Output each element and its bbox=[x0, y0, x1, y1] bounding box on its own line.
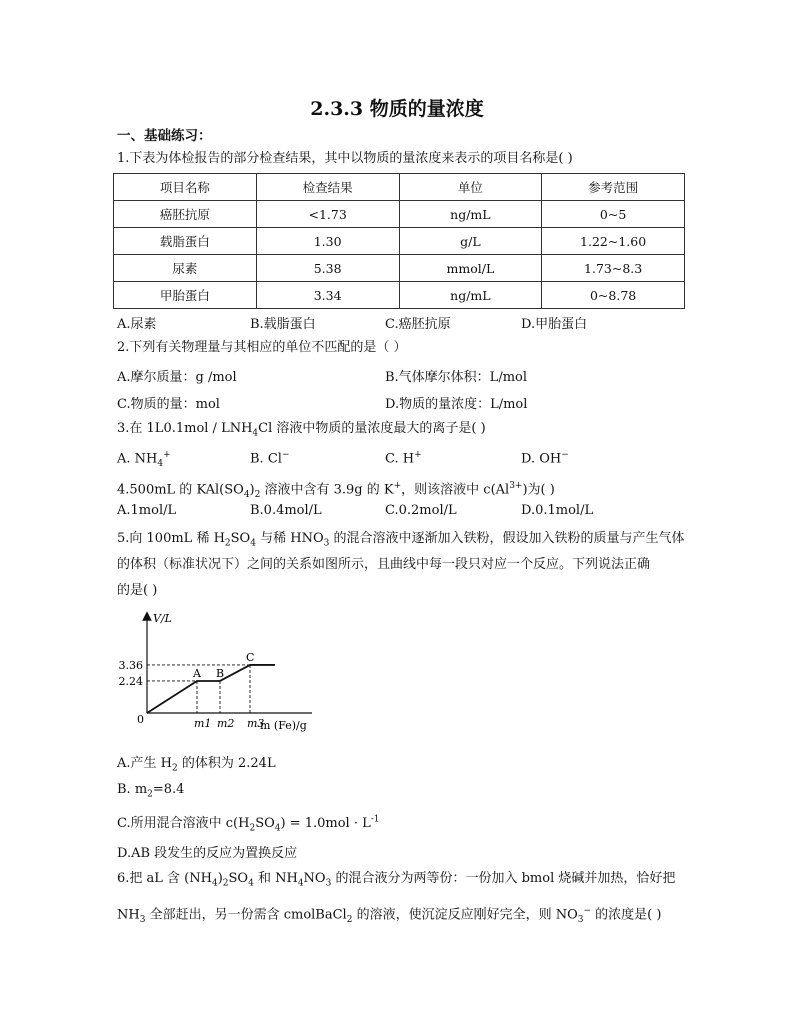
q5-option-c bbox=[117, 812, 380, 834]
q4-text: 4.500mL 的 KAl(SO bbox=[117, 482, 244, 498]
volume-mass-chart bbox=[112, 608, 322, 733]
question-2-stem: 2.下列有关物理量与其相应的单位不匹配的是（ ） bbox=[117, 340, 407, 355]
x-tick-label: m1 bbox=[194, 717, 212, 730]
table-row bbox=[114, 282, 685, 309]
point-label: A bbox=[193, 666, 201, 680]
table-cell: 0~5 bbox=[542, 201, 685, 228]
q5-opt-text: B. m bbox=[117, 782, 148, 797]
q6-text: 和 NH bbox=[253, 871, 298, 886]
table-cell: 0~8.78 bbox=[542, 282, 685, 309]
page-title: 2.3.3 物质的量浓度 bbox=[310, 98, 484, 120]
table-header: 项目名称 bbox=[114, 174, 257, 201]
q3-opt-text: B. Cl bbox=[250, 451, 282, 467]
q5-option-a bbox=[117, 752, 276, 774]
table-cell: 5.38 bbox=[256, 255, 399, 282]
q6-sub: 2 bbox=[222, 878, 229, 889]
q5-option-b bbox=[117, 782, 184, 800]
x-tick-label: m3 bbox=[247, 717, 265, 730]
y-axis-label: V/L bbox=[153, 612, 172, 625]
q6-sub: 4 bbox=[297, 878, 304, 889]
table-cell: 1.22~1.60 bbox=[542, 228, 685, 255]
question-5-line-2: 的体积（标准状况下）之间的关系如图所示，且曲线中每一段只对应一个反应。下列说法正确 bbox=[117, 557, 651, 572]
q4-sup: + bbox=[393, 481, 402, 491]
table-cell: mmol/L bbox=[399, 255, 542, 282]
q5-sub: 4 bbox=[250, 538, 256, 549]
q5-opt-text: =8.4 bbox=[152, 782, 185, 797]
table-header: 检查结果 bbox=[256, 174, 399, 201]
q3-option-a bbox=[117, 450, 171, 469]
q6-text: 的浓度是( ) bbox=[591, 907, 662, 923]
question-5-line-3: 的是( ) bbox=[117, 583, 158, 598]
section-heading: 一、基础练习： bbox=[117, 128, 212, 144]
q6-sub: 3 bbox=[139, 914, 146, 925]
q5-opt-text: ) = 1.0mol · L bbox=[280, 816, 371, 831]
q6-text: 6.把 aL 含 (NH bbox=[117, 871, 212, 886]
q5-opt-text: 的体积为 2.24L bbox=[177, 756, 276, 771]
q5-option-d: D.AB 段发生的反应为置换反应 bbox=[117, 846, 298, 861]
q2-option-b: B.气体摩尔体积：L/mol bbox=[385, 370, 528, 385]
q4-option-d: D.0.1mol/L bbox=[521, 503, 594, 518]
q1-option-a: A.尿素 bbox=[117, 317, 157, 332]
q3-opt-text: C. H bbox=[385, 451, 415, 467]
table-cell: 1.73~8.3 bbox=[542, 255, 685, 282]
q5-sub: 2 bbox=[224, 538, 231, 549]
q6-sub: 4 bbox=[211, 878, 218, 889]
question-1-stem: 1.下表为体检报告的部分检查结果，其中以物质的量浓度来表示的项目名称是( ) bbox=[117, 151, 573, 166]
table-cell: g/L bbox=[399, 228, 542, 255]
table-cell: 3.34 bbox=[256, 282, 399, 309]
q4-text: 溶液中含有 3.9g 的 K bbox=[260, 482, 394, 498]
q3-opt-sup: − bbox=[561, 450, 569, 460]
q4-option-a: A.1mol/L bbox=[117, 503, 177, 518]
origin-label: 0 bbox=[137, 713, 144, 726]
table-cell: 尿素 bbox=[114, 255, 257, 282]
q3-opt-text: A. NH bbox=[117, 451, 158, 467]
table-cell: 癌胚抗原 bbox=[114, 201, 257, 228]
table-row bbox=[114, 228, 685, 255]
q6-sub: 4 bbox=[248, 878, 254, 889]
x-tick-label: m2 bbox=[217, 717, 235, 730]
table-cell: 载脂蛋白 bbox=[114, 228, 257, 255]
q3-opt-sup: − bbox=[281, 450, 290, 460]
q1-option-c: C.癌胚抗原 bbox=[385, 317, 451, 332]
q5-opt-text: C.所用混合溶液中 c bbox=[117, 816, 234, 831]
q4-text: ，则该溶液中 c(Al bbox=[401, 482, 510, 498]
q6-text: SO bbox=[228, 871, 249, 886]
question-6-line-1 bbox=[117, 870, 675, 893]
table-cell: 1.30 bbox=[256, 228, 399, 255]
q6-sup: − bbox=[583, 906, 592, 916]
question-4-stem bbox=[117, 477, 555, 504]
question-5-line-1 bbox=[117, 530, 684, 553]
q3-option-c bbox=[385, 450, 422, 466]
table-row bbox=[114, 201, 685, 228]
report-table bbox=[113, 173, 685, 309]
point-label: B bbox=[216, 666, 225, 680]
q3-sub: 4 bbox=[252, 428, 259, 439]
q5-text: 5.向 100mL 稀 H bbox=[117, 531, 225, 546]
q3-text: 3.在 1L0.1mol / LNH bbox=[117, 421, 253, 436]
table-row bbox=[114, 255, 685, 282]
q5-opt-sub: 4 bbox=[274, 823, 281, 834]
q4-option-c: C.0.2mol/L bbox=[385, 503, 457, 518]
q5-sub: 3 bbox=[323, 538, 330, 549]
q6-text: NH bbox=[117, 907, 140, 923]
y-tick-label: 3.36 bbox=[118, 658, 143, 672]
q5-text: SO bbox=[230, 531, 251, 546]
q5-opt-text: A.产生 H bbox=[117, 756, 172, 771]
q6-text: 的混合液分为两等份：一份加入 bmol 烧碱并加热，恰好把 bbox=[331, 871, 676, 886]
q3-option-d bbox=[521, 450, 569, 466]
q3-text: Cl 溶液中物质的量浓度最大的离子是( ) bbox=[258, 421, 486, 436]
table-header-row bbox=[114, 174, 685, 201]
q5-opt-sub: 2 bbox=[147, 789, 153, 800]
q6-text: NO bbox=[303, 871, 326, 886]
q2-option-c: C.物质的量：mol bbox=[117, 397, 220, 412]
question-3-stem bbox=[117, 420, 486, 443]
q6-sub: 3 bbox=[577, 914, 584, 925]
q4-text: ) bbox=[249, 482, 255, 498]
q4-text: )为( ) bbox=[522, 482, 555, 498]
q6-text: 的溶液，使沉淀反应刚好完全，则 NO bbox=[352, 907, 578, 923]
q3-opt-sub: 4 bbox=[157, 458, 164, 469]
q5-opt-text: SO bbox=[255, 816, 275, 831]
q4-sub: 4 bbox=[243, 489, 250, 500]
q3-opt-sup: + bbox=[163, 450, 171, 460]
x-axis-label: m (Fe)/g bbox=[260, 719, 307, 732]
q2-option-d: D.物质的量浓度：L/mol bbox=[385, 397, 528, 412]
q6-text: ) bbox=[217, 871, 223, 886]
q6-text: 全部赶出，另一份需含 cmolBaCl bbox=[145, 907, 347, 923]
q3-option-b bbox=[250, 450, 289, 466]
q6-sub: 3 bbox=[325, 878, 332, 889]
q2-option-a: A.摩尔质量：g /mol bbox=[117, 370, 237, 385]
data-line bbox=[147, 665, 275, 713]
question-6-line-2 bbox=[117, 902, 661, 929]
table-cell: ng/mL bbox=[399, 282, 542, 309]
q5-opt-text: (H bbox=[233, 816, 250, 831]
q5-text: 与稀 HNO bbox=[255, 531, 324, 546]
q5-opt-sub: 2 bbox=[172, 763, 178, 774]
q1-option-b: B.载脂蛋白 bbox=[250, 317, 316, 332]
q5-opt-sup: -1 bbox=[370, 814, 380, 825]
table-cell: 甲胎蛋白 bbox=[114, 282, 257, 309]
q5-opt-sub: 2 bbox=[249, 823, 256, 834]
q4-sup: 3+ bbox=[509, 481, 523, 491]
point-label: C bbox=[246, 650, 255, 664]
table-header: 单位 bbox=[399, 174, 542, 201]
table-cell: ng/mL bbox=[399, 201, 542, 228]
q6-sub: 2 bbox=[346, 914, 353, 925]
q5-text: 的混合溶液中逐渐加入铁粉，假设加入铁粉的质量与产生气体 bbox=[329, 531, 685, 546]
y-tick-label: 2.24 bbox=[118, 674, 143, 688]
table-header: 参考范围 bbox=[542, 174, 685, 201]
q3-opt-text: D. OH bbox=[521, 451, 562, 467]
q1-option-d: D.甲胎蛋白 bbox=[521, 317, 588, 332]
q4-option-b: B.0.4mol/L bbox=[250, 503, 322, 518]
q3-opt-sup: + bbox=[414, 450, 422, 460]
table-cell: <1.73 bbox=[256, 201, 399, 228]
q4-sub: 2 bbox=[254, 489, 261, 500]
